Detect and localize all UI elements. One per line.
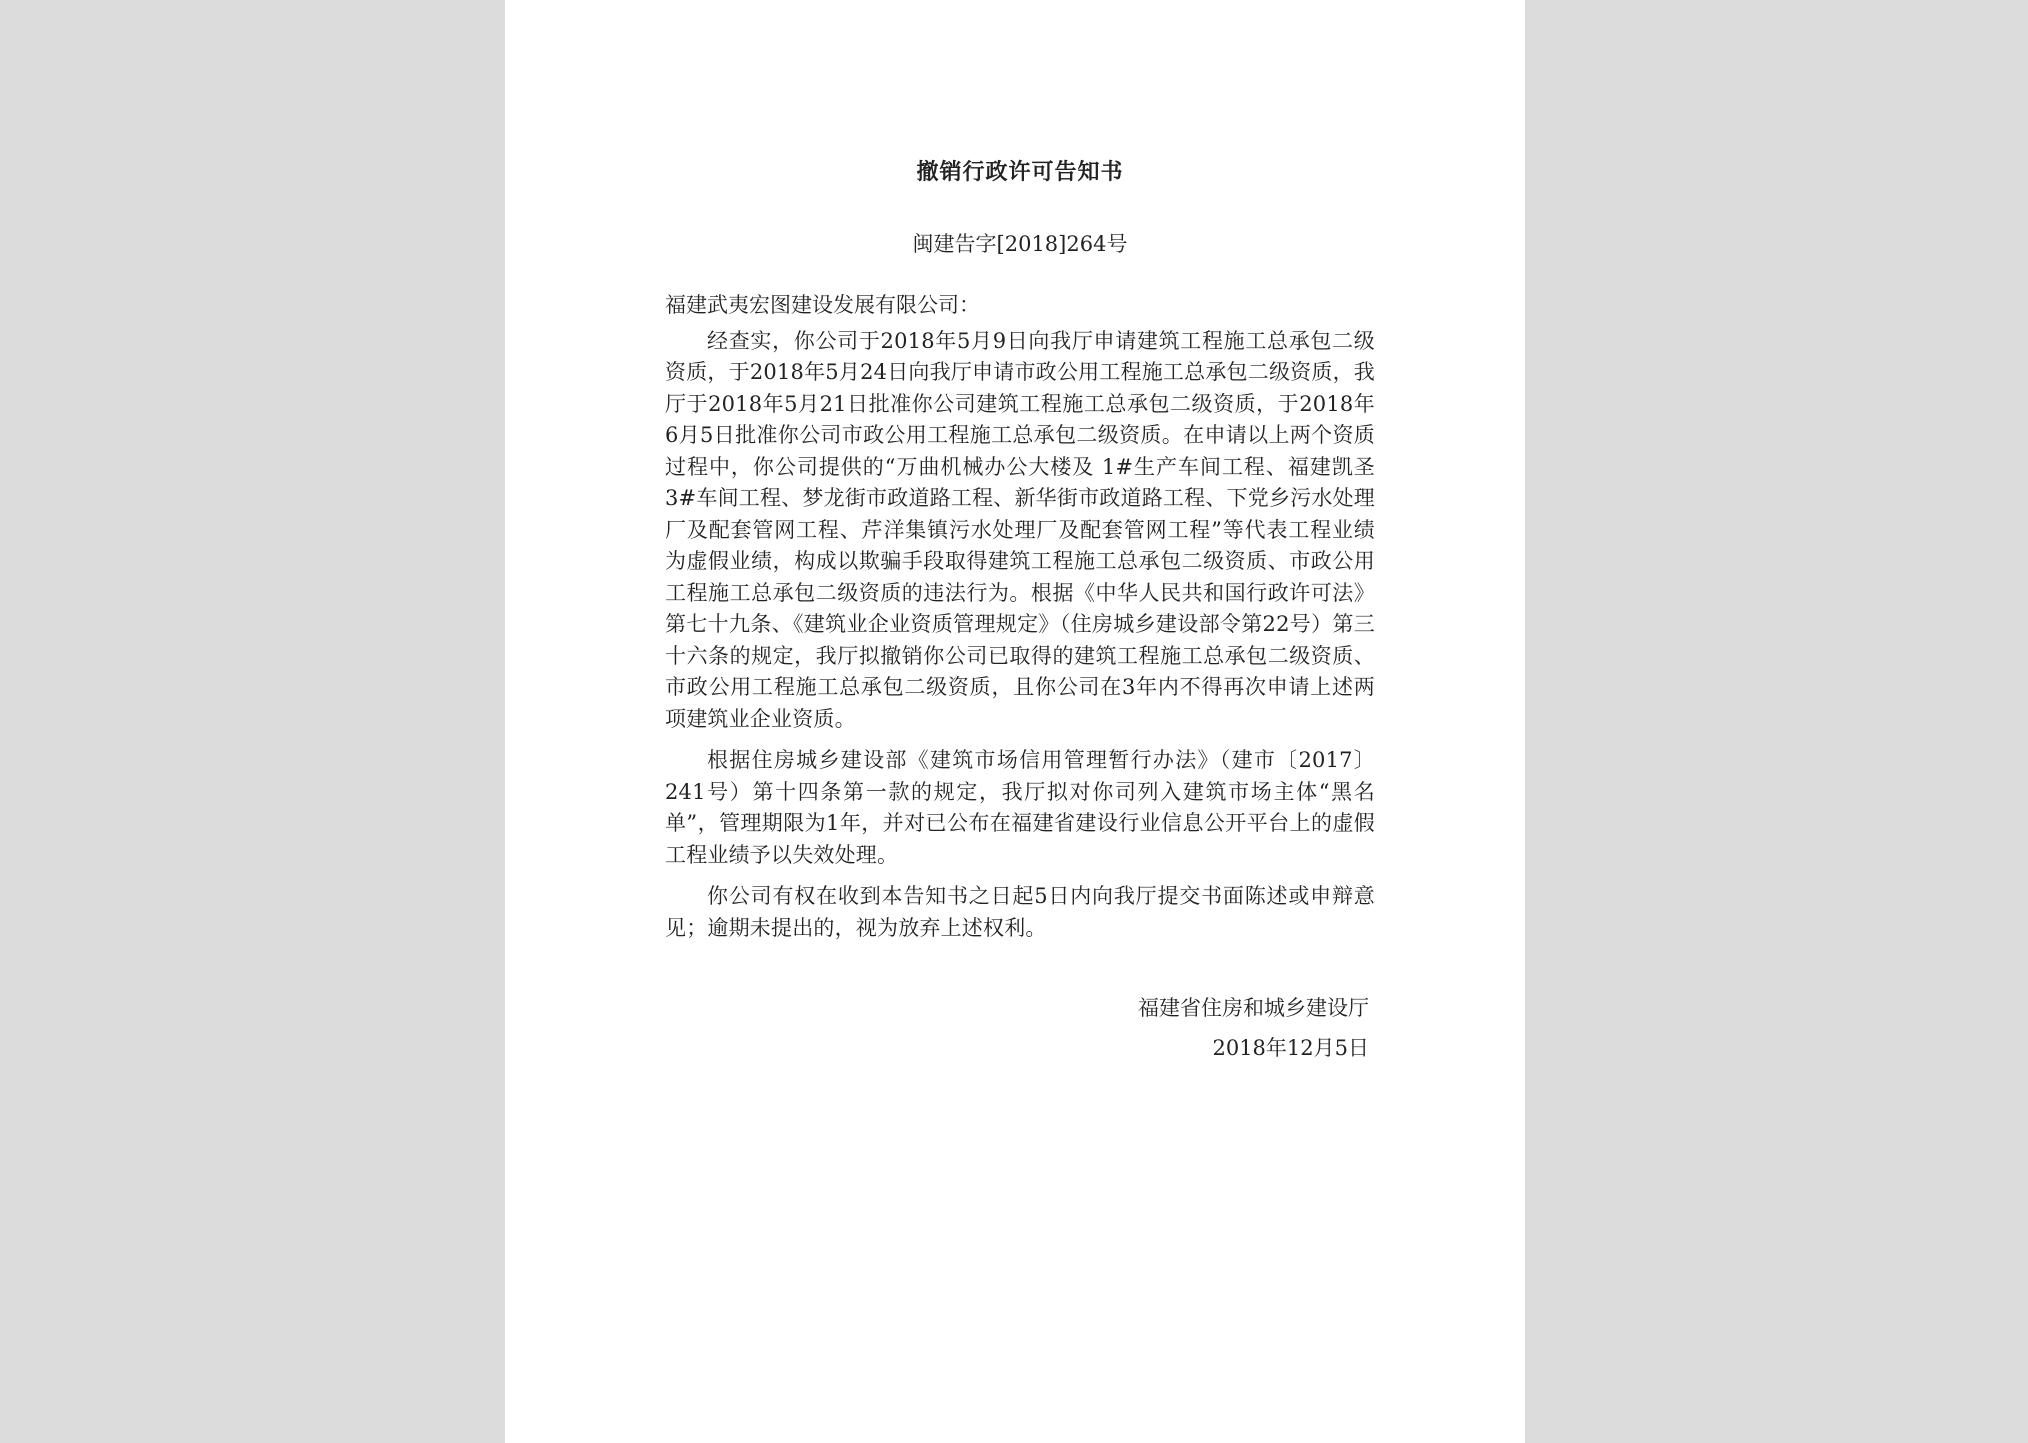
issue-date: 2018年12月5日 [1212,1036,1369,1060]
paragraph-rights: 你公司有权在收到本告知书之日起5日内向我厅提交书面陈述或申辩意见；逾期未提出的，视为放弃上述权利。 [665,884,1375,940]
document-title: 撤销行政许可告知书 [916,159,1124,185]
addressee: 福建武夷宏图建设发展有限公司： [665,293,980,317]
document-content [665,150,1375,1068]
paragraph-findings: 经查实，你公司于2018年5月9日向我厅申请建筑工程施工总承包二级资质，于2018年5月24日向我厅申请市政公用工程施工总承包二级资质，我厅于2018年5月21日批准你公司建筑工程施工总承包二级资质，于2018年6月5日批准你公司市政公用工程施工总承包二级资质。在申请以上两个资质过程中，你公司提供的“万曲机械办公大楼及 1#生产车间工程、福建凯圣 3#车间工程、梦龙街市政道路工程、新华街市政道路工程、下党乡污水处理厂及配套管网工程、芹洋集镇污水处理厂及配套管网工程”等代表工程业绩为虚假业绩，构成以欺骗手段取得建筑工程施工总承包二级资质、市政公用工程施工总承包二级资质的违法行为。根据《中华人民共和国行政许可法》第七十九条、《建筑业企业资质管理规定》（住房城乡建设部令第22号）第三十六条的规定，我厅拟撤销你公司已取得的建筑工程施工总承包二级资质、市政公用工程施工总承包二级资质，且你公司在3年内不得再次申请上述两项建筑业企业资质。 [665,328,1375,731]
document-page [505,0,1525,1443]
document-number: 闽建告字[2018]264号 [912,232,1128,256]
issuer: 福建省住房和城乡建设厅 [1138,996,1369,1020]
paragraph-blacklist: 根据住房城乡建设部《建筑市场信用管理暂行办法》（建市〔2017〕241号）第十四条第一款的规定，我厅拟对你司列入建筑市场主体“黑名单”，管理期限为1年，并对已公布在福建省建设行业信息公开平台上的虚假工程业绩予以失效处理。 [665,748,1375,867]
signature-block [665,988,1375,1068]
